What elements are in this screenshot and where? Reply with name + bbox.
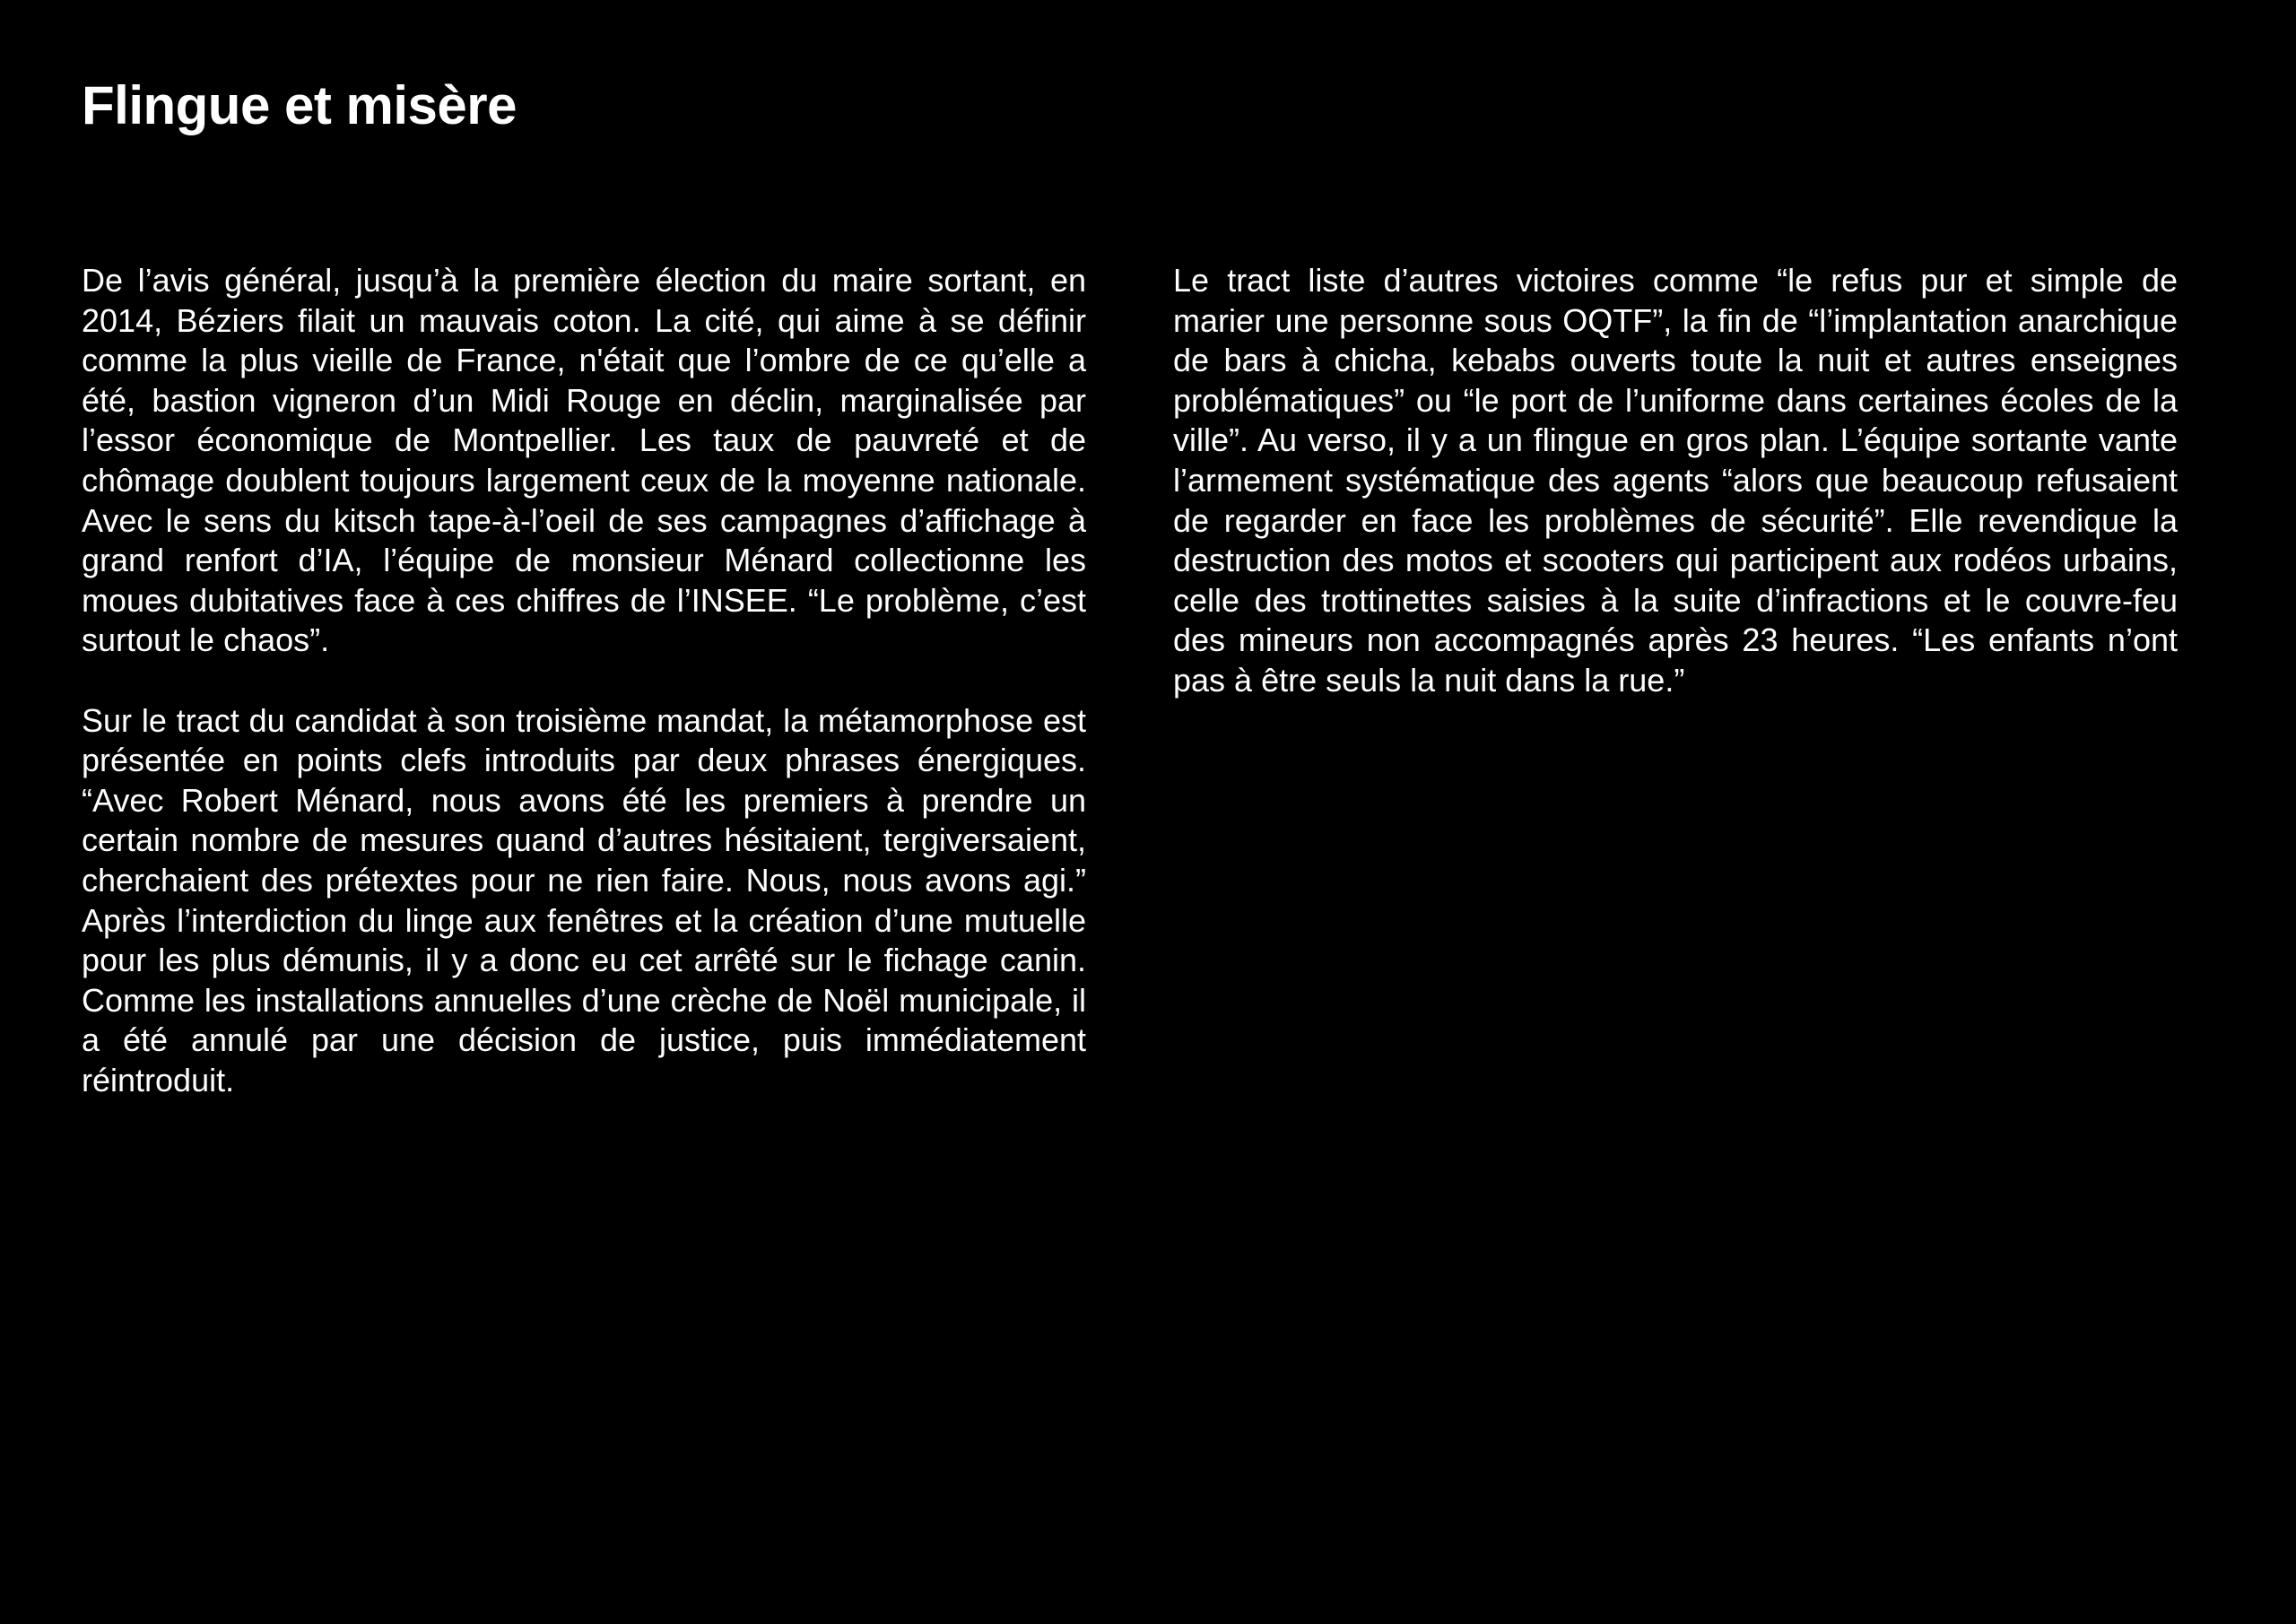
paragraph: De l’avis général, jusqu’à la première élection du maire sortant, en 2014, Béziers filait un mauvais coton. La cité, qui aime à se définir comme la plus vieille de France, n'était que l’ombre de ce qu’elle a été, bastion vigneron d’un Midi Rouge en déclin, marginalisée par l’essor économique de Montpellier. Les taux de pauvreté et de chômage doublent toujours largement ceux de la moyenne nationale. Avec le sens du kitsch tape-à-l’oeil de ses campagnes d’affichage à grand renfort d’IA, l’équipe de monsieur Ménard collectionne les moues dubitatives face à ces chiffres de l’INSEE. “Le problème, c’est surtout le chaos”. (82, 262, 1086, 659)
article-title: Flingue et misère (82, 75, 517, 135)
paragraph: Sur le tract du candidat à son troisième mandat, la métamorphose est présentée en points clefs introduits par deux phrases énergiques. “Avec Robert Ménard, nous avons été les premiers à prendre un certain nombre de mesures quand d’autres hésitaient, tergiversaient, cherchaient des prétextes pour ne rien faire. Nous, nous avons agi.” Après l’interdiction du linge aux fenêtres et la création d’une mutuelle pour les plus démunis, il y a donc eu cet arrêté sur le fichage canin. Comme les installations annuelles d’une crèche de Noël municipale, il a été annulé par une décision de justice, puis immédiatement réintroduit. (82, 701, 1086, 1099)
right-text-column (1173, 261, 2178, 701)
left-text-column (82, 261, 1086, 1100)
paragraph: Le tract liste d’autres victoires comme “le refus pur et simple de marier une personne sous OQTF”, la fin de “l’implantation anarchique de bars à chicha, kebabs ouverts toute la nuit et autres enseignes problématiques” ou “le port de l’uniforme dans certaines écoles de la ville”. Au verso, il y a un flingue en gros plan. L’équipe sortante vante l’armement systématique des agents “alors que beaucoup refusaient de regarder en face les problèmes de sécurité”. Elle revendique la destruction des motos et scooters qui participent aux rodéos urbains, celle des trottinettes saisies à la suite d’infractions et le couvre-feu des mineurs non accompagnés après 23 heures. “Les enfants n’ont pas à être seuls la nuit dans la rue.” (1173, 262, 2178, 699)
